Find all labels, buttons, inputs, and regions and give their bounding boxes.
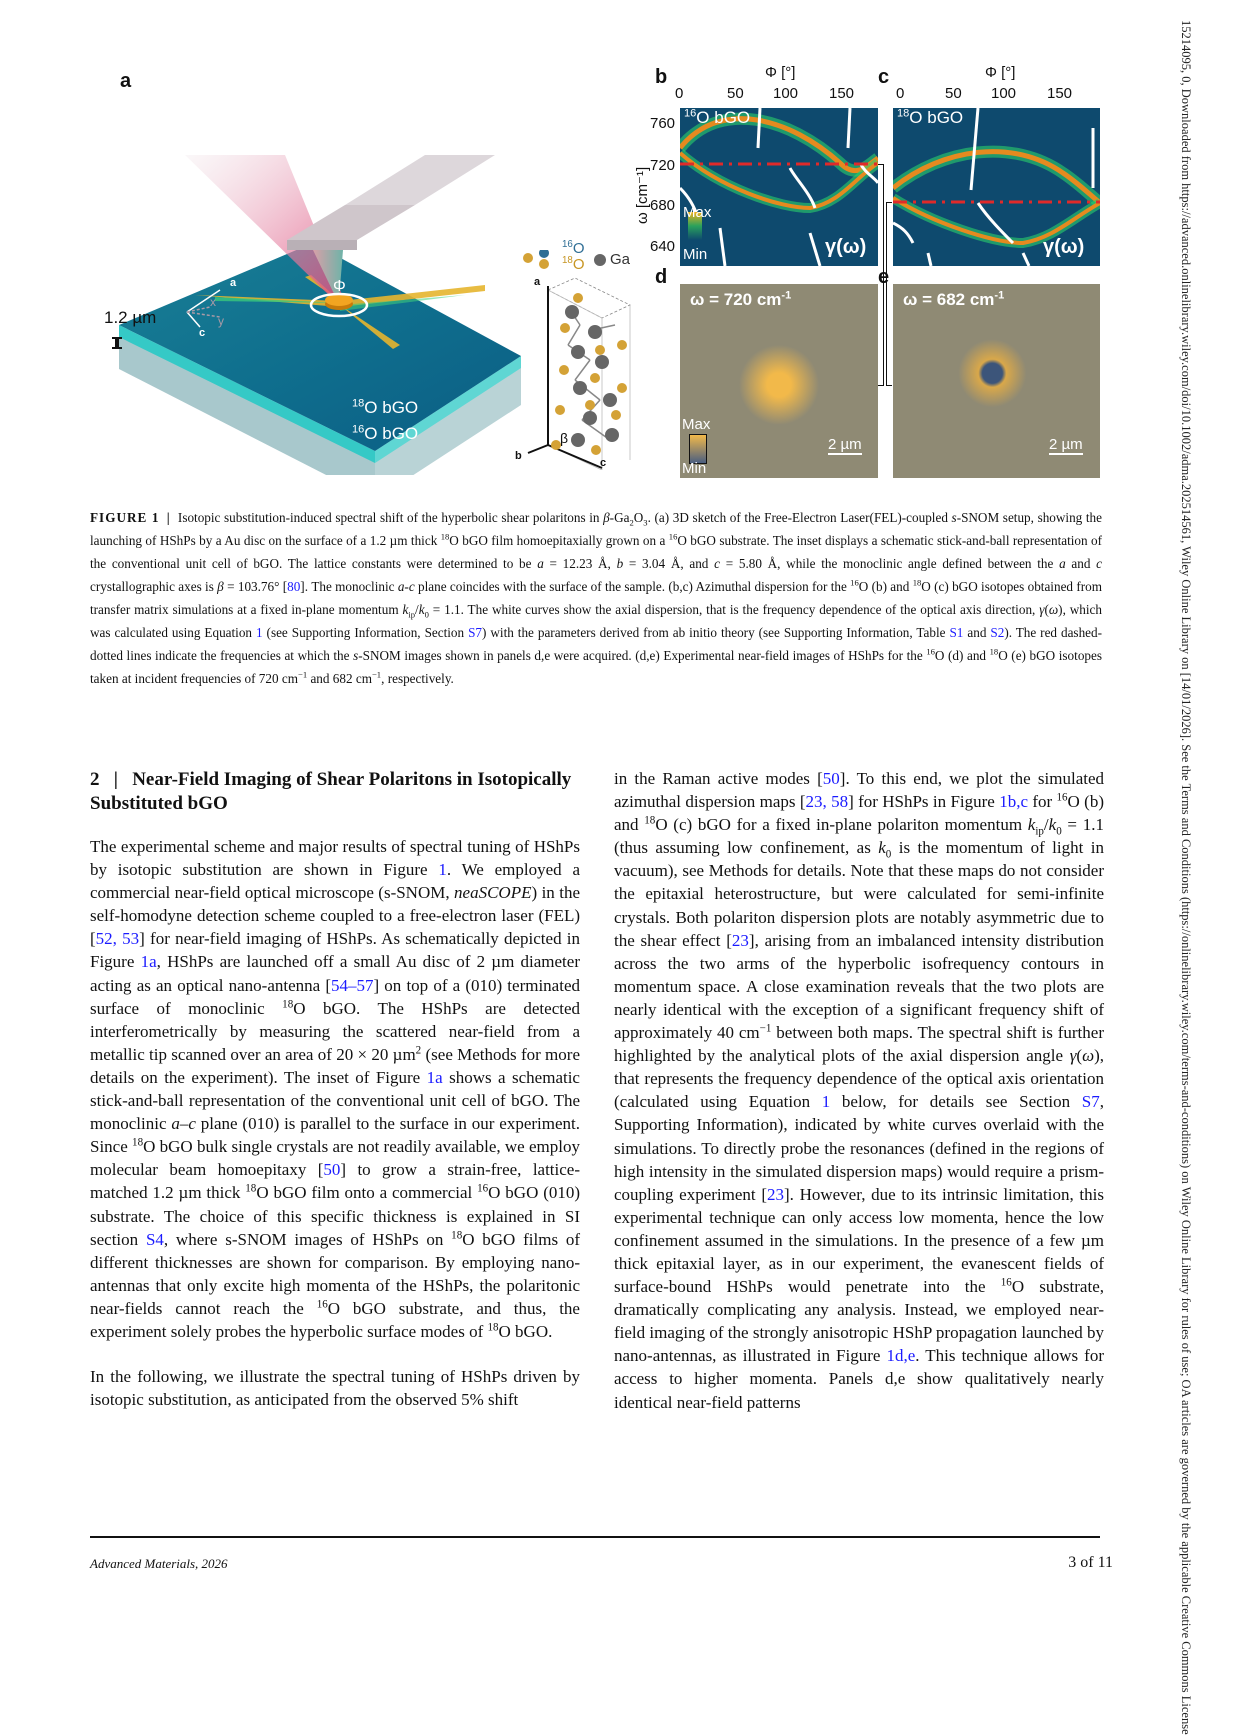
b-axis-arrow <box>528 445 548 453</box>
connector-c-e <box>886 202 892 386</box>
panel-b-gamma: γ(ω) <box>825 236 867 258</box>
footer-rule <box>90 1536 1100 1538</box>
reference-link[interactable]: 1 <box>821 1092 831 1112</box>
reference-link[interactable]: S2 <box>990 625 1005 640</box>
panel-b-xtick: 100 <box>773 85 799 102</box>
panel-b-letter: b <box>655 66 668 88</box>
o16-atom-icon <box>539 250 549 258</box>
reference-link[interactable]: 54–57 <box>330 975 374 995</box>
panel-b-xlabel: Φ [°] <box>765 64 796 81</box>
figure-caption <box>90 506 1102 690</box>
panel-c-dispersion-map <box>893 108 1100 266</box>
panel-b-xtick: 50 <box>727 85 744 102</box>
panel-d-cbar-max: Max <box>682 416 711 433</box>
panel-d-nearfield-image <box>680 284 878 478</box>
panel-c-title: $^{18}$O bGO <box>897 108 964 127</box>
reference-link[interactable]: 23 <box>731 930 749 950</box>
panel-b-dispersion-map <box>680 108 878 266</box>
panel-b-ytick: 640 <box>650 238 676 255</box>
caption-separator: | <box>166 510 171 525</box>
panel-c-gamma: γ(ω) <box>1043 236 1085 258</box>
body-column-left <box>90 835 580 1433</box>
unit-cell-inset <box>515 239 650 470</box>
panel-c-xlabel: Φ [°] <box>985 64 1016 81</box>
inset-beta-angle: β <box>560 430 569 446</box>
panel-c-xtick: 100 <box>991 85 1017 102</box>
body-paragraph: The experimental scheme and major results of spectral tuning of HShPs by isotopic substitution are shown in Figure 1. We employed a commercial near-field optical microscope (s-SNOM, neaSCOPE) in the self-homodyne detection scheme coupled to a free-electron laser (FEL) [52, 53] for near-field imaging of HShPs. As schematically depicted in Figure 1a, HShPs are launched off a small Au disc of 2 µm diameter acting as an optical nano-antenna [54–57] on top of a (010) terminated surface of monoclinic $^{18}$O bGO. The HShPs are detected interferometrically by measuring the scattered near-field from a metallic tip scanned over an area of 20 × 20 µm$^2$ (see Methods for more details on the experiment). The inset of Figure 1a shows a schematic stick-and-ball representation of the conventional unit cell of bGO. The monoclinic a–c plane (010) is parallel to the surface in our experiment. Since $^{18}$O bGO bulk single crystals are not readily available, we employ molecular beam homoepitaxy [50] to grow a strain-free, lattice-matched 1.2 µm thick $^{18}$O bGO film onto a commercial $^{16}$O bGO (010) substrate. The choice of this specific thickness is explained in SI section S4, where s-SNOM images of HShPs on $^{18}$O bGO films of different thicknesses are shown for comparison. By employing nano-antennas that only excite high momenta of the HShPs, the polaritonic near-fields cannot reach the $^{16}$O bGO substrate, and thus, the experiment solely probes the hyperbolic surface modes of $^{18}$O bGO. <box>90 837 581 1341</box>
footer-page-number: 3 of 11 <box>1068 1554 1113 1571</box>
panel-b-ytick: 680 <box>650 197 676 214</box>
reference-link[interactable]: 1b,c <box>999 792 1028 812</box>
panel-b-xtick: 150 <box>829 85 855 102</box>
reference-link[interactable]: 1a <box>140 952 157 972</box>
reference-link[interactable]: S7 <box>1081 1092 1100 1112</box>
caption-label: FIGURE 1 <box>90 510 160 525</box>
reference-link[interactable]: 50 <box>822 769 840 788</box>
panel-d-scale-bar: 2 µm <box>828 436 862 453</box>
o18-atom-icon <box>539 259 549 269</box>
panel-b-cbar-max: Max <box>683 204 712 221</box>
panel-e-nearfield-image <box>893 284 1100 478</box>
reference-link[interactable]: 1a <box>426 1067 443 1087</box>
reference-link[interactable]: 23, 58 <box>805 792 849 812</box>
panel-e-letter: e <box>878 266 890 288</box>
panel-b-ytick: 720 <box>650 157 676 174</box>
panel-b-ylabel: ω [cm⁻¹] <box>634 166 651 224</box>
axis-a-label: a <box>230 277 237 289</box>
panel-d-freq: ω = 720 $cm^{-1}$ <box>690 289 792 309</box>
axis-x-label: x <box>210 295 216 309</box>
panel-c-xtick: 0 <box>896 85 905 102</box>
panel-b-ytick: 760 <box>650 115 676 132</box>
reference-link[interactable]: 80 <box>287 579 301 594</box>
axis-y-label: y <box>218 314 224 328</box>
section-number: 2 <box>90 769 100 790</box>
panel-e-scale-bar: 2 µm <box>1049 436 1083 453</box>
body-paragraph: In the following, we illustrate the spectral tuning of HShPs driven by isotopic substitution, as anticipated from the observed 5% shift <box>90 1367 580 1410</box>
reference-link[interactable]: S4 <box>145 1229 164 1249</box>
reference-link[interactable]: 52, 53 <box>95 929 140 949</box>
panel-b-title: $^{16}$O bGO <box>684 108 751 127</box>
panel-c-xtick: 150 <box>1047 85 1073 102</box>
inset-axis-c: c <box>600 457 607 469</box>
download-notice: 15214095, 0, Downloaded from https://advanced.onlinelibrary.wiley.com/doi/10.1002/adma.202514561, Wiley Online Library on [14/01/2026]. See the Terms and Conditions (https://onlinelibrary.wiley.com/terms-and-conditions) on Wiley Online Library for rules of use; OA articles are governed by the applicable Creative Commons License <box>1179 20 1193 1735</box>
ga-atom-icon <box>594 254 606 266</box>
film-layer-label: $^{18}$O bGO <box>352 397 419 417</box>
panel-b-cbar-min: Min <box>683 246 708 263</box>
ga-legend: Ga <box>610 251 631 268</box>
panel-b-xtick: 0 <box>675 85 684 102</box>
caption-text: Isotopic substitution-induced spectral shift of the hyperbolic shear polaritons in $\beta-Ga_2O_3$. (a) 3D sketch of the Free-Electron Laser(FEL)-coupled s-SNOM setup, showing the launching of HShPs by a Au disc on the surface of a 1.2 µm thick $^{18}$O bGO film homoepitaxially grown on a $^{16}$O bGO substrate. The inset displays a schematic stick-and-ball representation of the conventional unit cell of bGO. The lattice constants were determined to be a = 12.23 Å, b = 3.04 Å, and c = 5.80 Å, while the monoclinic angle defined between the a and c crystallographic axes is β = 103.76° [80]. The monoclinic a-c plane coincides with the surface of the sample. (b,c) Azimuthal dispersion for the $^{16}$O (b) and $^{18}$O (c) bGO isotopes obtained from transfer matrix simulations at a fixed in-plane momentum $k_{ip}/k_0 = 1.1$. The white curves show the axial dispersion, that is the frequency dependence of the optical axis direction, γ(ω), which was calculated using Equation 1 (see Supporting Information, Section S7) with the parameters derived from ab initio theory (see Supporting Information, Table S1 and S2). The red dashed-dotted lines indicate the frequencies at which the s-SNOM images shown in panels d,e were acquired. (d,e) Experimental near-field images of HShPs for the $^{16}$O (d) and $^{18}$O (e) bGO isotopes taken at incident frequencies of 720 $cm^{-1}$ and 682 $cm^{-1}$, respectively. <box>90 510 1103 686</box>
panel-d-cbar-min: Min <box>682 460 707 477</box>
reference-link[interactable]: 50 <box>323 1160 341 1180</box>
axis-c-label: c <box>199 327 206 339</box>
o18-legend: $^{18}$O <box>562 255 585 273</box>
thickness-label: 1.2 µm <box>104 308 157 327</box>
phi-label: Φ <box>333 278 346 295</box>
panel-e-freq: ω = 682 $cm^{-1}$ <box>903 289 1005 309</box>
reference-link[interactable]: 23 <box>766 1184 784 1204</box>
reference-link[interactable]: S7 <box>468 625 483 640</box>
reference-link[interactable]: 1 <box>256 625 263 640</box>
panel-d-letter: d <box>655 266 668 288</box>
o16-legend: $^{16}$O <box>562 239 585 257</box>
panel-c-letter: c <box>878 66 890 88</box>
reference-link[interactable]: S1 <box>949 625 964 640</box>
panel-c-xtick: 50 <box>945 85 962 102</box>
reference-link[interactable]: 1d,e <box>886 1346 916 1366</box>
substrate-layer-label: $^{16}$O bGO <box>352 423 419 443</box>
section-heading <box>90 768 590 816</box>
footer-journal: Advanced Materials, 2026 <box>90 1556 228 1571</box>
section-title: Near-Field Imaging of Shear Polaritons in Isotopically Substituted bGO <box>90 769 572 814</box>
section-separator: | <box>113 769 118 790</box>
inset-axis-b: b <box>515 450 522 462</box>
body-paragraph: in the Raman active modes [50]. To this end, we plot the simulated azimuthal dispersion maps [23, 58] for HShPs in Figure 1b,c for $^{16}$O (b) and $^{18}$O (c) bGO for a fixed in-plane polariton momentum $k_{ip}/k_0 = 1.1$ (thus assuming low confinement, as $k_0$ is the momentum of light in vacuum), see Methods for details. Note that these maps do not consider the epitaxial heterostructure, but were calculated for semi-infinite crystals. Both polariton dispersion plots are notably asymmetric due to the shear effect [23], arising from an imbalanced intensity distribution across the two arms of the hyperbolic isofrequency contours in momentum space. A close examination reveals that the two plots are nearly identical with the exception of a significant frequency shift of approximately 40 $cm^{-1}$ between both maps. The spectral shift is further highlighted by the analytical plots of the axial dispersion angle γ(ω), that represents the frequency dependence of the optical axis orientation (calculated using Equation 1 below, for details see Section S7, Supporting Information), indicated by white curves overlaid with the simulations. To directly probe the resonances (defined in the regions of high intensity in the simulated dispersion maps) would require a prism-coupling experiment [23]. However, due to its intrinsic limitation, this experimental technique can only access low momenta, hence the low confinement assumed in the simulations. In the presence of a few µm thick epitaxial layer, as in our experiment, the evanescent fields of surface-bound HShPs would penetrate into the $^{16}$O substrate, dramatically complicating any analysis. Instead, we employed near-field imaging of the strongly anisotropic HShP propagation launched by nano-antennas, as illustrated in Figure 1d,e. This technique allows for access to higher momenta. Panels d,e show qualitatively nearly identical near-field patterns <box>614 769 1105 1412</box>
reference-link[interactable]: 1 <box>438 860 447 880</box>
mixed-oxygen-icon <box>523 253 533 263</box>
body-column-right <box>614 767 1104 1436</box>
inset-axis-a: a <box>534 276 541 288</box>
panel-a-letter: a <box>120 70 132 92</box>
